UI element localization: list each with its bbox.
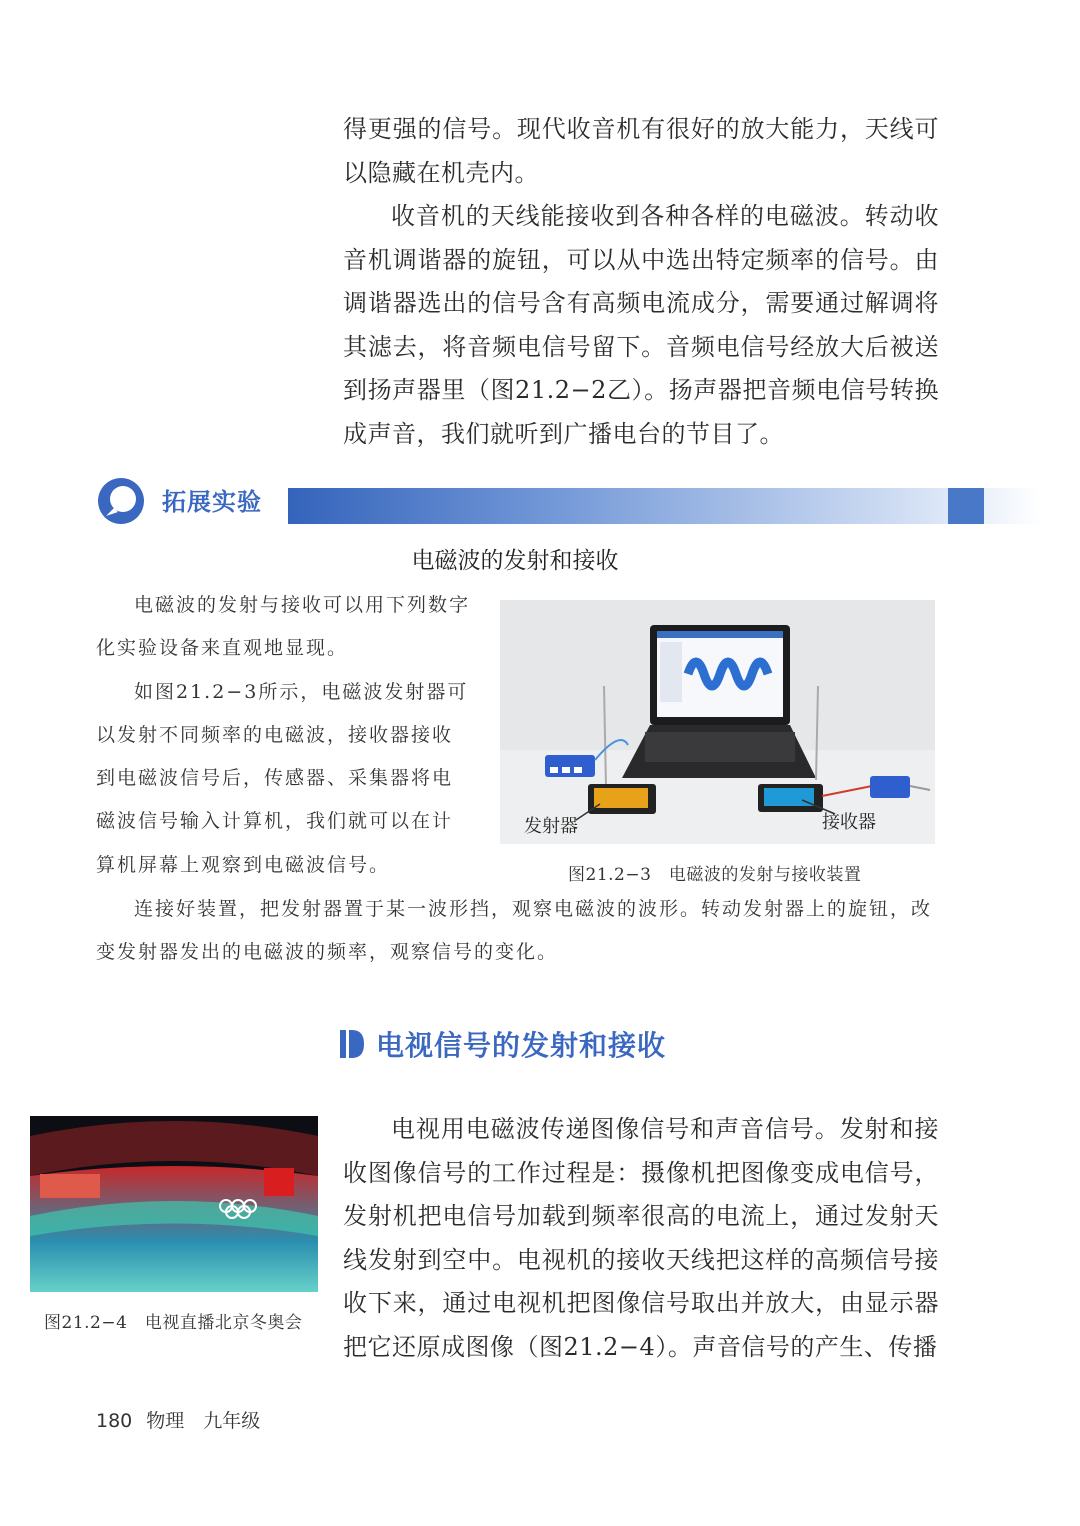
- experiment-paragraph-3: 连接好装置，把发射器置于某一波形挡，观察电磁波的波形。转动发射器上的旋钮，改变发射器发出的电磁波的频率，观察信号的变化。: [96, 898, 933, 964]
- experiment-paragraph-1: 电磁波的发射与接收可以用下列数字化实验设备来直观地显现。: [96, 594, 471, 660]
- section-title: 电视信号的发射和接收: [376, 1029, 667, 1062]
- paragraph-2: 收音机的天线能接收到各种各样的电磁波。转动收音机调谐器的旋钮，可以从中选出特定频率的信号。由调谐器选出的信号含有高频电流成分，需要通过解调将其滤去，将音频电信号留下。音频电信号经放大后被送到扬声器里（图21.2−2乙）。扬声器把音频电信号转换成声音，我们就听到广播电台的节目了。: [343, 202, 939, 448]
- section-paragraph-1: 电视用电磁波传递图像信号和声音信号。发射和接收图像信号的工作过程是：摄像机把图像变成电信号，发射机把电信号加载到频率很高的电流上，通过发射天线发射到空中。电视机的接收天线把这样的高频信号接收下来，通过电视机把图像信号取出并放大，由显示器把它还原成图像（图21.2−4）。声音信号的产生、传播: [343, 1115, 939, 1361]
- section-marker-icon: [340, 1030, 364, 1058]
- page-number: 180: [96, 1410, 133, 1432]
- experiment-title: 电磁波的发射和接收: [411, 548, 619, 574]
- book-title: 物理 九年级: [146, 1410, 261, 1432]
- olympics-broadcast-photo: [30, 1116, 318, 1292]
- label-transmitter: 发射器: [524, 816, 578, 837]
- label-receiver: 接收器: [822, 812, 876, 833]
- magnifier-icon: [96, 476, 146, 526]
- banner-title: 拓展实验: [162, 488, 262, 516]
- expanded-experiment-banner: [96, 476, 984, 526]
- banner-gradient-bar: [266, 488, 1041, 524]
- experiment-text-wide: [96, 888, 941, 975]
- figure-caption-21-2-4: 图21.2−4 电视直播北京冬奥会: [44, 1313, 303, 1333]
- banner-end-square: [948, 488, 984, 524]
- figure-caption-21-2-3: 图21.2−3 电磁波的发射与接收装置: [568, 865, 862, 885]
- paragraph-1: 得更强的信号。现代收音机有很好的放大能力，天线可以隐藏在机壳内。: [343, 115, 939, 187]
- experiment-paragraph-2: 如图21.2−3所示，电磁波发射器可以发射不同频率的电磁波，接收器接收到电磁波信号后，传感器、采集器将电磁波信号输入计算机，我们就可以在计算机屏幕上观察到电磁波信号。: [96, 680, 469, 876]
- section-text: [343, 1108, 939, 1369]
- page-footer: [96, 1406, 260, 1433]
- experiment-text: [96, 584, 472, 887]
- top-text: [343, 108, 939, 456]
